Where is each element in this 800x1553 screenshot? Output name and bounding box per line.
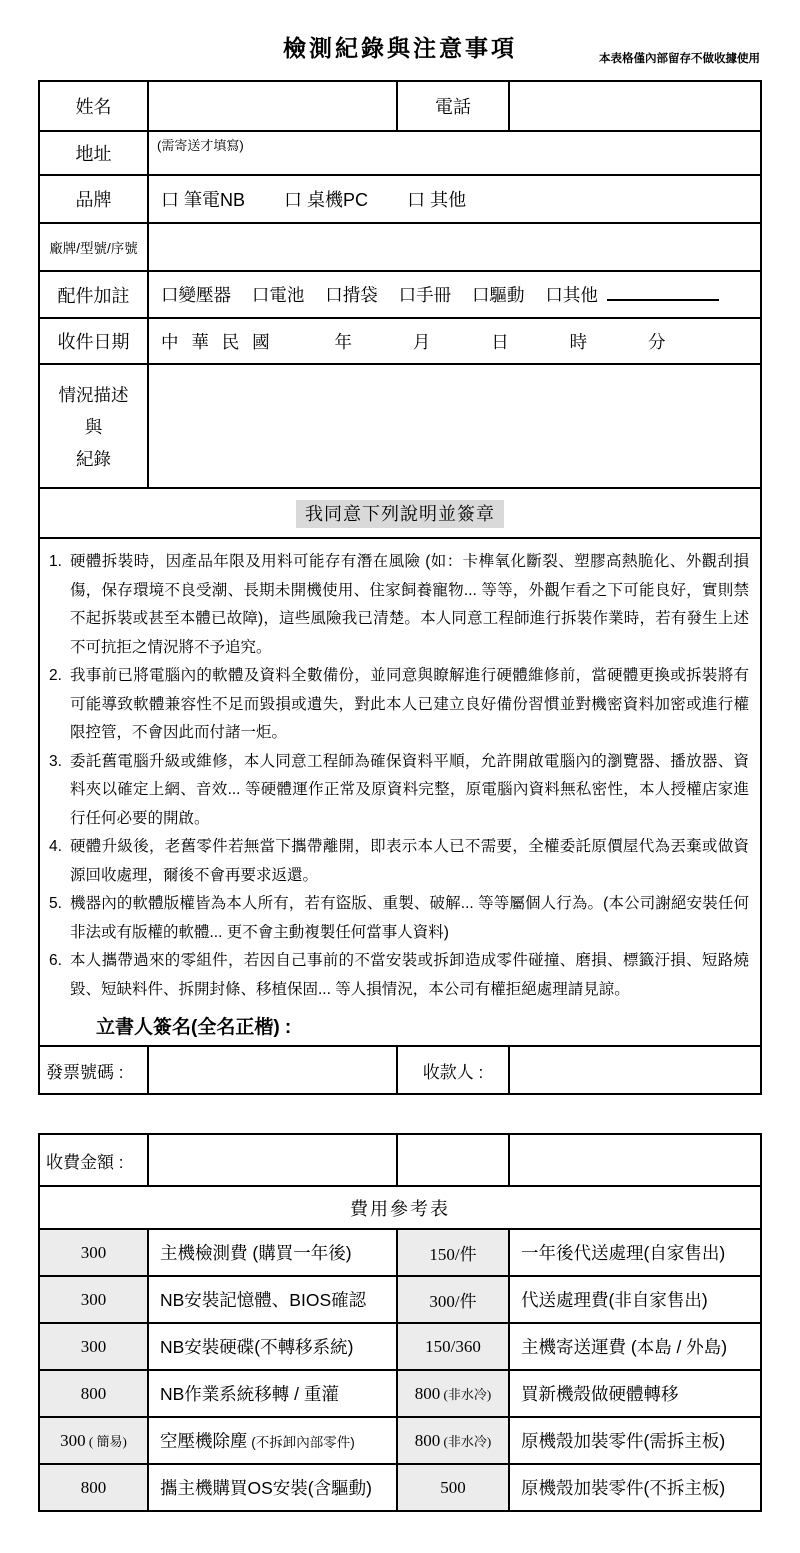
date-hour: 時 bbox=[569, 331, 588, 352]
date-era: 中 華 民 國 bbox=[161, 331, 274, 352]
fee-row bbox=[39, 1229, 761, 1276]
fee-row bbox=[39, 1323, 761, 1370]
term-item: 5. 機器內的軟體版權皆為本人所有，若有盜版、重製、破解... 等等屬個人行為。(本公司謝絕安裝任何非法或有版權的軟體... 更不會主動複製任何當事人資料) bbox=[49, 895, 749, 941]
fee-table-title: 費用參考表 bbox=[39, 1186, 761, 1229]
row-amount bbox=[39, 1134, 761, 1186]
brand-label: 品牌 bbox=[39, 175, 148, 223]
model-label: 廠牌/型號/序號 bbox=[39, 223, 148, 271]
description-label-line3: 紀錄 bbox=[76, 448, 111, 469]
model-field bbox=[148, 223, 761, 271]
row-address bbox=[39, 131, 761, 175]
fee-desc-cell: 空壓機除塵 (不拆卸內部零件) bbox=[148, 1417, 397, 1464]
brand-checkbox-nb: 口 筆電NB bbox=[161, 190, 246, 210]
fee-table bbox=[38, 1133, 762, 1512]
name-label: 姓名 bbox=[39, 81, 148, 131]
description-field bbox=[148, 364, 761, 488]
fee-price-cell: 300 bbox=[39, 1323, 148, 1370]
brand-checkbox-pc: 口 桌機PC bbox=[284, 190, 369, 210]
date-label: 收件日期 bbox=[39, 318, 148, 364]
date-year: 年 bbox=[334, 331, 352, 352]
fee-desc-cell: NB安裝硬碟(不轉移系統) bbox=[148, 1323, 397, 1370]
address-label: 地址 bbox=[39, 131, 148, 175]
brand-checkbox-other: 口 其他 bbox=[407, 190, 467, 210]
accessory-checkbox-battery: 口電池 bbox=[251, 285, 305, 305]
fee-desc-cell: 原機殼加裝零件(需拆主板) bbox=[509, 1417, 761, 1464]
brand-options bbox=[148, 175, 761, 223]
fee-price-cell: 800 bbox=[39, 1370, 148, 1417]
amount-field bbox=[148, 1134, 397, 1186]
fee-desc-cell: 代送處理費(非自家售出) bbox=[509, 1276, 761, 1323]
description-label bbox=[39, 364, 148, 488]
fee-price-cell: 300/件 bbox=[397, 1276, 509, 1323]
description-label-line2: 與 bbox=[84, 416, 103, 437]
payee-label: 收款人 : bbox=[397, 1046, 509, 1094]
date-month: 月 bbox=[412, 331, 431, 352]
invoice-label: 發票號碼 : bbox=[39, 1046, 148, 1094]
address-field bbox=[148, 131, 761, 175]
term-item: 6. 本人攜帶過來的零組件，若因自己事前的不當安裝或拆卸造成零件碰撞、磨損、標籤汙損、短路燒毀、短缺料件、拆開封條、移植保固... 等人損情況，本公司有權拒絕處理請見諒。 bbox=[49, 952, 749, 998]
fee-desc-cell: NB作業系統移轉 / 重灌 bbox=[148, 1370, 397, 1417]
fee-desc-cell: 攜主機購買OS安裝(含驅動) bbox=[148, 1464, 397, 1511]
description-label-line1: 情況描述 bbox=[58, 384, 129, 405]
fee-price-cell: 800 bbox=[39, 1464, 148, 1511]
row-invoice bbox=[39, 1046, 761, 1094]
fee-row bbox=[39, 1276, 761, 1323]
fee-price-cell: 500 bbox=[397, 1464, 509, 1511]
date-day: 日 bbox=[491, 331, 509, 352]
fee-price-cell: 800 (非水冷) bbox=[397, 1370, 509, 1417]
payee-field bbox=[509, 1046, 761, 1094]
agreement-header: 我同意下列說明並簽章 bbox=[296, 500, 504, 528]
phone-field bbox=[509, 81, 761, 131]
header bbox=[0, 30, 800, 63]
fee-price-cell: 300 bbox=[39, 1229, 148, 1276]
agreement-header-cell bbox=[39, 488, 761, 538]
term-item: 1. 硬體拆裝時，因產品年限及用料可能存有潛在風險 (如：卡榫氧化斷裂、塑膠高熱脆化、外觀刮損傷，保存環境不良受潮、長期未開機使用、住家飼養寵物... 等等，外觀乍看之下可能良好，實則禁不起拆裝或甚至本體已故障)，這些風險我已清楚。本人同意工程師進行拆裝作業時，若有發生上述不可抗拒之情況將不予追究。 bbox=[49, 553, 749, 656]
fee-row bbox=[39, 1370, 761, 1417]
row-terms bbox=[39, 538, 761, 1046]
row-accessories bbox=[39, 271, 761, 318]
terms-cell bbox=[39, 538, 761, 1046]
row-agreement-header bbox=[39, 488, 761, 538]
fee-desc-cell: 買新機殼做硬體轉移 bbox=[509, 1370, 761, 1417]
invoice-field bbox=[148, 1046, 397, 1094]
internal-use-note: 本表格僅內部留存不做收據使用 bbox=[599, 53, 760, 65]
other-blank-line bbox=[607, 284, 719, 301]
fee-price-cell: 300 bbox=[39, 1276, 148, 1323]
signature-label: 立書人簽名(全名正楷) : bbox=[96, 1017, 292, 1038]
fee-desc-cell: 主機檢測費 (購買一年後) bbox=[148, 1229, 397, 1276]
address-hint: (需寄送才填寫) bbox=[157, 138, 244, 153]
fee-desc-cell: 原機殼加裝零件(不拆主板) bbox=[509, 1464, 761, 1511]
term-item: 3. 委託舊電腦升級或維修，本人同意工程師為確保資料平順，允許開啟電腦內的瀏覽器、播放器、資料夾以確定上網、音效... 等硬體運作正常及原資料完整，原電腦內資料無私密性，本人授權店家進行任何必要的開啟。 bbox=[49, 752, 749, 827]
amount-label: 收費金額 : bbox=[39, 1134, 148, 1186]
amount-field-right bbox=[509, 1134, 761, 1186]
row-model bbox=[39, 223, 761, 271]
fee-price-cell: 800 (非水冷) bbox=[397, 1417, 509, 1464]
record-table bbox=[38, 80, 762, 1095]
fee-row bbox=[39, 1464, 761, 1511]
name-field bbox=[148, 81, 397, 131]
row-fee-title bbox=[39, 1186, 761, 1229]
row-name-phone bbox=[39, 81, 761, 131]
date-minute: 分 bbox=[647, 331, 666, 352]
fee-price-cell: 150/360 bbox=[397, 1323, 509, 1370]
date-field bbox=[148, 318, 761, 364]
phone-label: 電話 bbox=[397, 81, 509, 131]
fee-rows bbox=[39, 1229, 761, 1511]
accessory-checkbox-driver: 口驅動 bbox=[472, 285, 525, 305]
accessory-checkbox-adapter: 口變壓器 bbox=[161, 285, 231, 305]
term-item: 4. 硬體升級後，老舊零件若無當下攜帶離開，即表示本人已不需要，全權委託原價屋代為丟棄或做資源回收處理，爾後不會再要求返還。 bbox=[49, 838, 749, 884]
fee-desc-cell: 主機寄送運費 (本島 / 外島) bbox=[509, 1323, 761, 1370]
accessory-checkbox-manual: 口手冊 bbox=[398, 285, 452, 305]
fee-row bbox=[39, 1417, 761, 1464]
fee-price-cell: 300 ( 簡易) bbox=[39, 1417, 148, 1464]
amount-field-mid bbox=[397, 1134, 509, 1186]
term-item: 2. 我事前已將電腦內的軟體及資料全數備份，並同意與瞭解進行硬體維修前，當硬體更換或拆裝將有可能導致軟體兼容性不足而毀損或遺失，對此本人已建立良好備份習慣並對機密資料加密或進行權限控管，不會因此而付諸一炬。 bbox=[49, 667, 749, 741]
accessories-label: 配件加註 bbox=[39, 271, 148, 318]
fee-desc-cell: NB安裝記憶體、BIOS確認 bbox=[148, 1276, 397, 1323]
row-brand bbox=[39, 175, 761, 223]
accessories-options bbox=[148, 271, 761, 318]
page-title: 檢測紀錄與注意事項 bbox=[283, 35, 517, 61]
row-date bbox=[39, 318, 761, 364]
accessory-checkbox-bag: 口揹袋 bbox=[325, 285, 378, 305]
row-description bbox=[39, 364, 761, 488]
fee-desc-cell: 一年後代送處理(自家售出) bbox=[509, 1229, 761, 1276]
accessory-checkbox-other: 口其他 bbox=[545, 285, 598, 305]
fee-price-cell: 150/件 bbox=[397, 1229, 509, 1276]
terms-list bbox=[49, 548, 749, 1004]
